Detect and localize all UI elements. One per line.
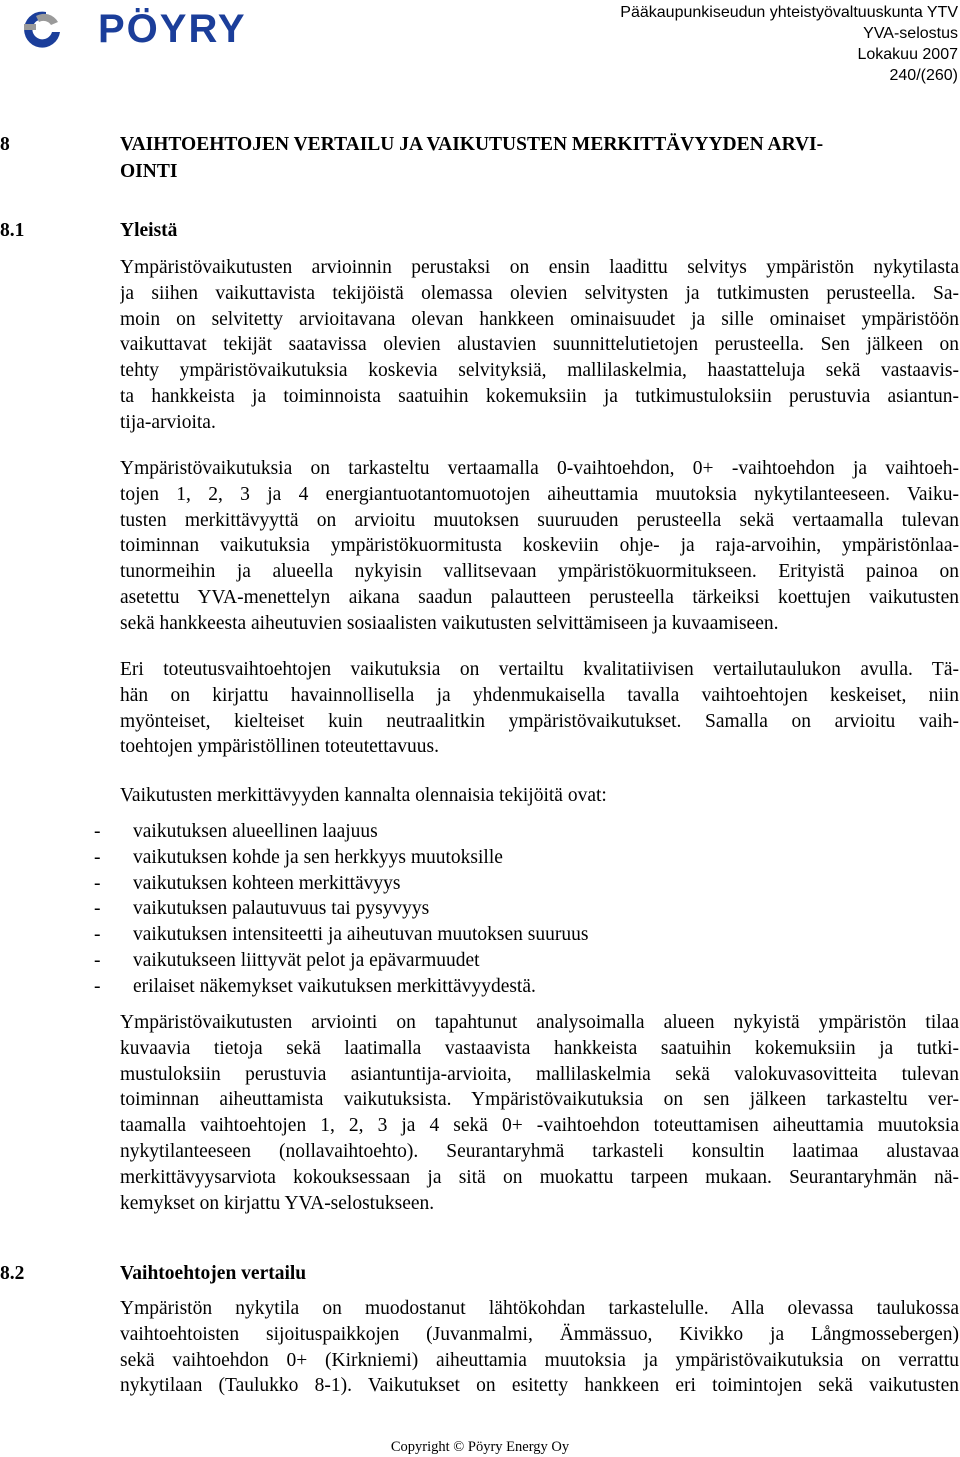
text-line: hän on kirjattu havainnollisella ja yhdenmukaisella tavalla vaihtoehtojen keskeiset, niin <box>120 684 959 706</box>
text-line: sekä hankkeesta aiheutuvien sosiaalisten vaikutusten selvittämiseen ja kuvaamiseen. <box>120 612 779 634</box>
header-date: Lokakuu 2007 <box>857 46 958 63</box>
list-dash: - <box>94 924 101 946</box>
text-line: Ympäristövaikutusten arvioinnin perustaksi on ensin laadittu selvitys ympäristön nykytilasta <box>120 257 959 278</box>
paragraph-3 <box>120 657 959 760</box>
text-line: merkittävyysarviota kokouksessaan ja sitä on muokattu tarpeen mukaan. Seurantaryhmän nä- <box>120 1166 959 1188</box>
text-line: taamalla vaihtoehtojen 1, 2, 3 ja 4 sekä 0+ -vaihtoehdon toteuttamisen aiheuttamia muutoksia <box>120 1115 959 1137</box>
text-line: vaikuttavat tekijät saatavissa olevien alustavien suunnittelutietojen perusteella. Sen jälkeen on <box>120 334 959 356</box>
paragraph-6 <box>120 1296 959 1399</box>
list-dash: - <box>94 898 101 920</box>
text-line: tehty ympäristövaikutuksia koskevia selvityksiä, mallilaskelmia, haastatteluja sekä vastaavis- <box>120 360 959 382</box>
list-item-text: vaikutuksen palautuvuus tai pysyvyys <box>133 898 430 920</box>
text-line: nykytilaan (Taulukko 8-1). Vaikutukset on esitetty hankkeen eri toimintojen sekä vaikutusten <box>120 1375 959 1397</box>
list-item <box>0 845 960 871</box>
text-line: sekä vaihtoehdon 0+ (Kirkniemi) aiheuttamia muutoksia ja ympäristövaikutuksia on verrattu <box>120 1349 959 1371</box>
text-line: toehtojen ympäristöllinen toteutettavuus. <box>120 736 439 758</box>
list-item <box>0 948 960 974</box>
list-dash: - <box>94 821 101 842</box>
section-title: Yleistä <box>120 220 178 241</box>
text-line: asetettu YVA-menettelyn aikana saadun palautteen perusteella tärkeiksi koettujen vaikutusten <box>120 586 959 608</box>
list-dash: - <box>94 846 101 868</box>
text-line: tija-arvioita. <box>120 411 216 433</box>
list-item <box>0 896 960 922</box>
header-organization: Pääkaupunkiseudun yhteistyövaltuuskunta YTV <box>620 4 958 21</box>
text-line: Vaikutusten merkittävyyden kannalta olennaisia tekijöitä ovat: <box>120 785 607 806</box>
text-line: moin on selvitetty arvioitavana olevan hankkeen ominaisuudet ja sille ominaiset ympäristöön <box>120 308 959 330</box>
text-line: toiminnan vaikutuksia ympäristökuormitusta koskeviin ohje- ja raja-arvoihin, ympäristönlaa- <box>120 535 959 557</box>
list-item-text: vaikutuksen alueellinen laajuus <box>133 821 378 842</box>
section-8-heading <box>0 131 960 185</box>
significance-factor-list <box>0 819 960 1000</box>
header-doc-type: YVA-selostus <box>863 25 958 42</box>
section-8-1-heading <box>0 217 960 244</box>
section-title: Vaihtoehtojen vertailu <box>120 1263 307 1284</box>
list-item <box>0 922 960 948</box>
document-header <box>620 2 958 86</box>
text-line: toiminnan aiheuttamista vaikutuksista. Ympäristövaikutuksia on sen jälkeen tarkasteltu ver- <box>120 1089 959 1111</box>
text-line: nykytilanteeseen (nollavaihtoehto). Seurantaryhmä tarkasteli konsultin laatimaa alustavaa <box>120 1140 959 1162</box>
list-item-text: vaikutukseen liittyvät pelot ja epävarmuudet <box>133 949 480 971</box>
section-8-2-heading <box>0 1260 960 1287</box>
text-line: Ympäristön nykytila on muodostanut lähtökohdan tarkastelulle. Alla olevassa taulukossa <box>120 1298 959 1319</box>
text-line: Eri toteutusvaihtoehtojen vaikutuksia on vertailtu kvalitatiivisen vertailutaulukon avulla. Tä- <box>120 659 959 680</box>
poyry-logo <box>6 2 306 50</box>
section-title-line-1: VAIHTOEHTOJEN VERTAILU JA VAIKUTUSTEN MERKITTÄVYYDEN ARVI- <box>120 134 824 155</box>
list-item-text: vaikutuksen kohteen merkittävyys <box>133 872 401 894</box>
paragraph-1 <box>120 255 959 436</box>
list-item-text: vaikutuksen kohde ja sen herkkyys muutoksille <box>133 846 503 868</box>
list-dash: - <box>94 949 101 971</box>
poyry-logo-graphic <box>6 2 306 50</box>
text-line: myönteiset, kielteiset kuin neutraalitkin ympäristövaikutukset. Samalla on arvioitu vaih- <box>120 710 959 732</box>
paragraph-2 <box>120 456 959 637</box>
text-line: ta hankkeista ja toiminnoista saatuihin kokemuksiin ja tutkimustuloksiin perustuvia asiantun- <box>120 385 959 407</box>
page-footer <box>0 1438 960 1456</box>
text-line: vaihtoehtoisten sijoituspaikkojen (Juvanmalmi, Ämmässuo, Kivikko ja Långmossebergen) <box>120 1323 959 1345</box>
text-line: tunormeihin ja alueella nykyisin vallitsevaan ympäristökuormitukseen. Erityistä painoa on <box>120 561 959 583</box>
section-number: 8 <box>0 134 10 155</box>
text-line: mustuloksiin perustuvia asiantuntija-arvioita, mallilaskelmia sekä valokuvasovitteita tulevan <box>120 1063 959 1085</box>
section-number: 8.2 <box>0 1263 25 1284</box>
text-line: kuvaavia tietoja sekä laatimalla vastaavista hankkeista saatuihin kokemuksiin ja tutki- <box>120 1037 959 1059</box>
paragraph-5 <box>120 1010 959 1216</box>
logo-wordmark: PÖYRY <box>98 7 247 50</box>
list-item <box>0 871 960 897</box>
section-title-line-2: OINTI <box>120 161 178 182</box>
text-line: kemykset on kirjattu YVA-selostukseen. <box>120 1192 435 1214</box>
list-dash: - <box>94 975 101 997</box>
copyright-text: Copyright © Pöyry Energy Oy <box>390 1439 570 1455</box>
text-line: tusten merkittävyyttä on arvioitu muutoksen suuruuden perusteella sekä vertaamalla tulevan <box>120 509 959 531</box>
list-item-text: vaikutuksen intensiteetti ja aiheutuvan muutoksen suuruus <box>133 924 589 946</box>
text-line: Ympäristövaikutuksia on tarkasteltu vertaamalla 0-vaihtoehdon, 0+ -vaihtoehdon ja vaihtoeh- <box>120 458 959 479</box>
header-page-number: 240/(260) <box>889 67 958 84</box>
list-item-text: erilaiset näkemykset vaikutuksen merkittävyydestä. <box>133 975 536 997</box>
section-number: 8.1 <box>0 220 25 241</box>
paragraph-4 <box>120 783 959 809</box>
text-line: ja siihen vaikuttavista tekijöistä olemassa olevien selvitysten ja tutkimusten perusteella. Sa- <box>120 282 959 304</box>
list-item <box>0 974 960 1000</box>
list-dash: - <box>94 872 101 894</box>
list-item <box>0 819 960 845</box>
text-line: Ympäristövaikutusten arviointi on tapahtunut analysoimalla alueen nykyistä ympäristön tilaa <box>120 1012 959 1033</box>
text-line: tojen 1, 2, 3 ja 4 energiantuotantomuotojen aiheuttamia muutoksia nykytilanteeseen. Vaiku- <box>120 483 959 505</box>
